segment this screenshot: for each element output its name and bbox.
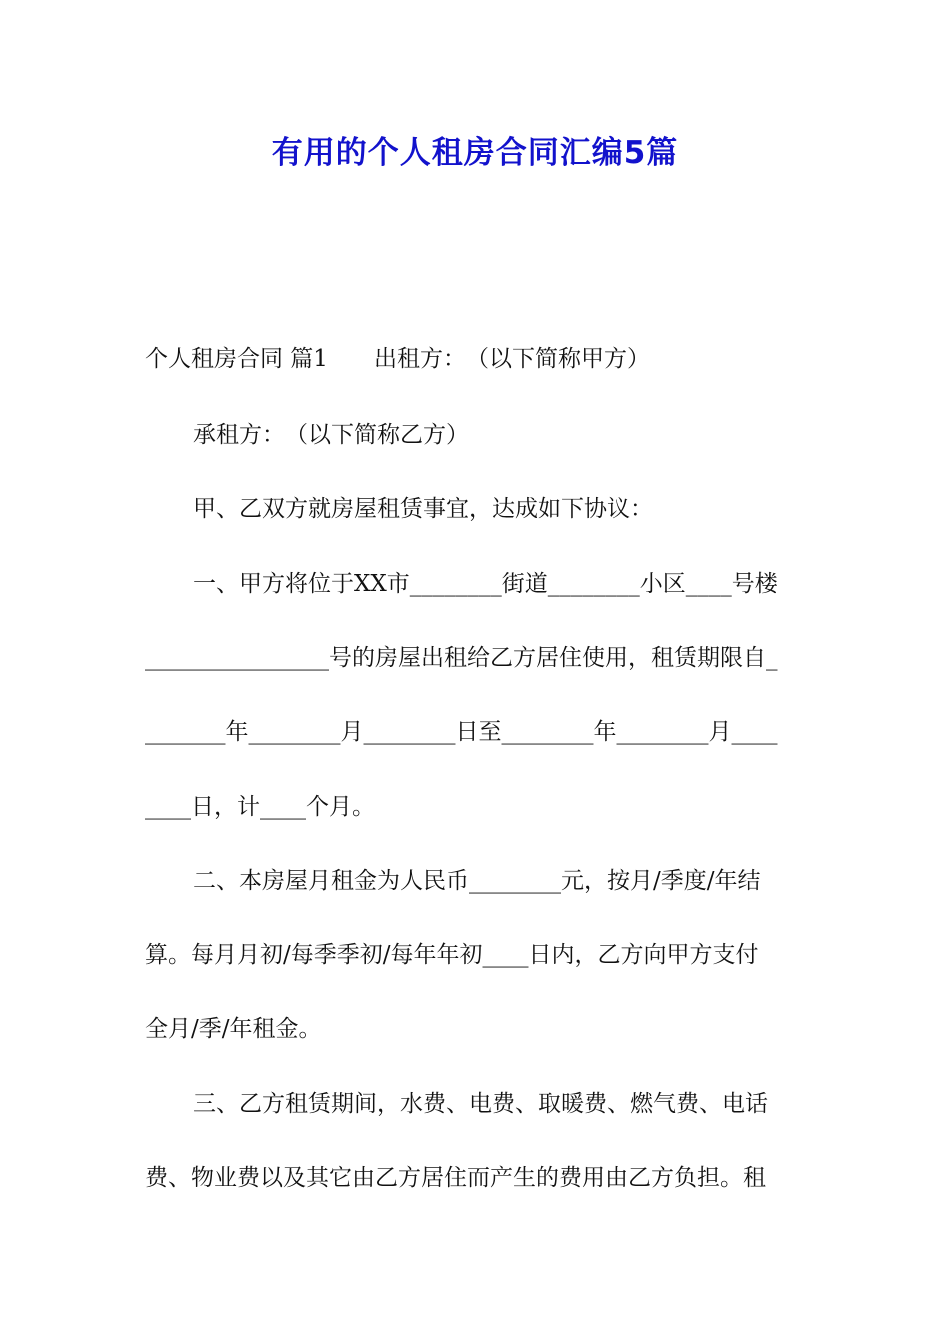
agreement-intro-line: 甲、乙双方就房屋租赁事宜，达成如下协议：: [193, 496, 653, 522]
lessee-line: 承租方： （以下简称乙方）: [193, 422, 469, 448]
clause-2-line-1: 二、本房屋月租金为人民币________元，按月/季度/年结: [193, 868, 761, 894]
clause-1-line-3: _______年________月________日至________年________月____: [145, 719, 778, 745]
paragraph-line-1: [145, 342, 810, 376]
contract-heading: 个人租房合同 篇1: [145, 346, 328, 372]
clause-1-line-4: ____日，计____个月。: [145, 794, 375, 820]
clause-2-line-2: 算。每月月初/每季季初/每年年初____日内，乙方向甲方支付: [145, 942, 759, 968]
lessor-label: 出租方： （以下简称甲方）: [373, 346, 650, 372]
clause-2-line-3: 全月/季/年租金。: [145, 1016, 322, 1042]
clause-3-line-2: 费、物业费以及其它由乙方居住而产生的费用由乙方负担。租: [145, 1165, 766, 1191]
clause-1-line-1: 一、甲方将位于XX市________街道________小区____号楼: [193, 571, 778, 597]
clause-3-line-1: 三、乙方租赁期间，水费、电费、取暖费、燃气费、电话: [193, 1091, 768, 1117]
document-title: 有用的个人租房合同汇编5篇: [271, 135, 679, 171]
clause-1-line-2: ________________号的房屋出租给乙方居住使用，租赁期限自_: [145, 645, 778, 671]
